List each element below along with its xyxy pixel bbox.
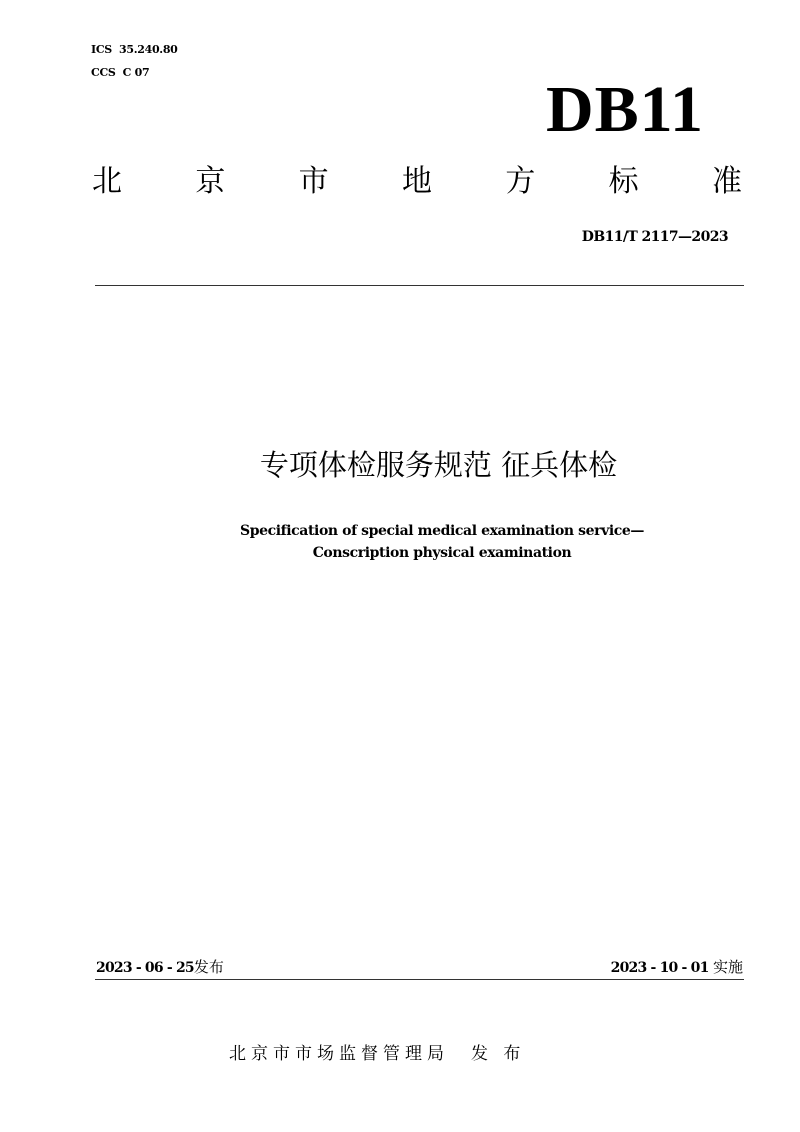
org-title-char: 市 <box>298 164 329 199</box>
org-title-char: 北 <box>92 164 122 199</box>
org-title-char: 地 <box>401 164 432 199</box>
ccs-code: CCS C 07 <box>91 66 150 79</box>
implement-date-block <box>611 957 743 978</box>
publisher-name: 北京市市场监督管理局 <box>229 1044 449 1064</box>
org-title <box>92 161 742 203</box>
chinese-title: 专项体检服务规范 征兵体检 <box>259 448 618 482</box>
classification-codes <box>91 38 178 84</box>
english-title-line-1: Specification of special medical examination service— <box>239 523 645 539</box>
implement-date: 2023 - 10 - 01 <box>610 960 709 976</box>
ics-code: ICS 35.240.80 <box>91 43 178 56</box>
issue-date-block <box>96 957 224 978</box>
bottom-divider <box>95 979 744 980</box>
top-divider <box>95 285 744 286</box>
issue-date: 2023 - 06 - 25 <box>96 960 194 976</box>
standard-logo: DB11 <box>545 73 704 146</box>
english-title <box>0 520 800 564</box>
org-title-char: 准 <box>711 164 742 199</box>
standard-number: DB11/T 2117—2023 <box>581 229 728 245</box>
implement-label: 实施 <box>712 958 743 976</box>
org-title-char: 方 <box>505 164 536 199</box>
org-title-char: 京 <box>195 164 226 199</box>
publish-label: 发 布 <box>471 1044 526 1064</box>
issue-label: 发布 <box>193 958 224 976</box>
org-title-char: 标 <box>608 164 639 199</box>
english-title-line-2: Conscription physical examination <box>312 545 572 561</box>
publisher-line <box>229 1042 525 1066</box>
